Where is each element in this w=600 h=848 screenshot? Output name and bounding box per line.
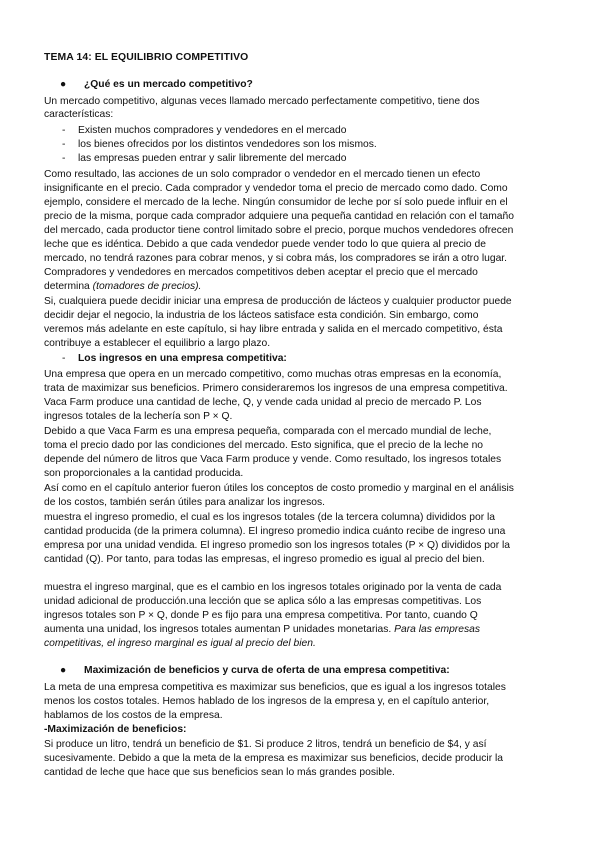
text-line: toma el precio dado por las condiciones del mercado. Esto significa, que el precio de la leche no [44, 440, 484, 451]
text-line: Como resultado, las acciones de un solo comprador o vendedor en el mercado tienen un efecto [44, 169, 481, 180]
text-line: ejemplo, considere el mercado de la leche. Ningún consumidor de leche por sí solo puede influir en el [44, 197, 508, 208]
dash-icon: - [62, 353, 66, 364]
list-item: - los bienes ofrecidos por los distintos vendedores son los mismos. [62, 139, 377, 150]
text-line: contribuye a establecer el equilibrio a largo plazo. [44, 338, 271, 349]
bullet-icon: ● [60, 665, 67, 676]
text-line: veremos más adelante en este capítulo, si hay libre entrada y salida en el mercado competitivo, ésta [44, 324, 503, 335]
section-heading-mercado-competitivo: ● ¿Qué es un mercado competitivo? [60, 79, 253, 90]
text-line: sucesivamente. Debido a que la meta de la empresa es maximizar sus beneficios, decide producir la [44, 753, 504, 764]
text-line: Así como en el capítulo anterior fueron útiles los conceptos de costo promedio y marginal en el análisis [44, 483, 514, 494]
text-line: de los costos, también serán útiles para analizar los ingresos. [44, 497, 326, 508]
section-heading-ingresos: - Los ingresos en una empresa competitiva: [62, 353, 287, 364]
dash-icon: - [62, 139, 66, 150]
text-line: características: [44, 109, 114, 120]
dash-icon: - [62, 153, 66, 164]
text-line: cantidad de leche que hace que sus beneficios sean lo más grandes posible. [44, 767, 395, 778]
text-line: competitivas, el ingreso marginal es igual al precio del bien. [44, 638, 316, 649]
list-item: - las empresas pueden entrar y salir libremente del mercado [62, 153, 347, 164]
list-item: - Existen muchos compradores y vendedores en el mercado [62, 125, 347, 136]
text-line: Un mercado competitivo, algunas veces llamado mercado perfectamente competitivo, tiene dos [44, 96, 480, 107]
text-line: son proporcionales a la cantidad producida. [44, 468, 244, 479]
text-line: muestra el ingreso promedio, el cual es los ingresos totales (de la tercera columna) divididos por la [44, 512, 495, 523]
text-line: menos los costos totales. Hemos hablado de los ingresos de la empresa y, en el capítulo anterior, [44, 696, 490, 707]
text-line: del mercado, cada productor tiene control limitado sobre el precio, porque muchos vendedores ofrecen [44, 225, 514, 236]
text-line: empresa por una unidad vendida. El ingreso promedio son los ingresos totales (P × Q) divididos por la [44, 540, 511, 551]
text-line: Debido a que Vaca Farm es una empresa pequeña, comparada con el mercado mundial de leche, [44, 426, 492, 437]
text-line: ingresos totales son P × Q, donde P es fijo para una empresa competitiva. Por tanto, cuando Q [44, 610, 478, 621]
text-line: aumenta una unidad, los ingresos totales aumentan P unidades monetarias. Para las empresas [44, 624, 480, 635]
section-heading-maximizacion: ● Maximización de beneficios y curva de oferta de una empresa competitiva: [60, 665, 450, 676]
text-line: Si produce un litro, tendrá un beneficio de $1. Si produce 2 litros, tendrá un beneficio de $4, y así [44, 739, 487, 750]
text-line: cantidad (Q). Por tanto, para todas las empresas, el ingreso promedio es igual al precio del bien. [44, 554, 485, 565]
text-line: decidir dejar el negocio, la industria de los lácteos satisface esta condición. Sin embargo, como [44, 310, 479, 321]
bullet-icon: ● [60, 79, 67, 90]
text-line: depende del número de litros que Vaca Farm produce y vende. Como resultado, los ingresos totales [44, 454, 502, 465]
text-line: unidad adicional de producción.una lección que se aplica sólo a las empresas competitivas. Los [44, 596, 482, 607]
text-line: Compradores y vendedores en mercados competitivos deben aceptar el precio que el mercado [44, 267, 478, 278]
text-line: Si, cualquiera puede decidir iniciar una empresa de producción de lácteos y cualquier productor puede [44, 296, 512, 307]
dash-icon: - [62, 125, 66, 136]
text-line: trata de maximizar sus beneficios. Primero consideraremos los ingresos de una empresa competitiva. [44, 383, 508, 394]
text-line: La meta de una empresa competitiva es maximizar sus beneficios, que es igual a los ingresos totales [44, 682, 506, 693]
text-line: ingresos totales de la lechería son P × Q. [44, 411, 233, 422]
text-line: leche que es idéntica. Debido a que cada vendedor puede vender todo lo que quiera al precio de [44, 239, 486, 250]
text-line: mercado, no tendrá razones para cobrar menos, y si cobra más, los compradores se irán a otro lugar. [44, 253, 508, 264]
text-line: muestra el ingreso marginal, que es el cambio en los ingresos totales originado por la venta de cada [44, 582, 502, 593]
text-line: determina (tomadores de precios). [44, 281, 202, 292]
text-line: Vaca Farm produce una cantidad de leche, Q, y vende cada unidad al precio de mercado P. Los [44, 397, 482, 408]
text-line: Una empresa que opera en un mercado competitivo, como muchas otras empresas en la economía, [44, 369, 502, 380]
text-line: cantidad producida (de la primera columna). El ingreso promedio indica cuánto recibe de ingreso una [44, 526, 506, 537]
subheading-maximizacion: -Maximización de beneficios: [44, 724, 187, 735]
text-line: insignificante en el precio. Cada comprador y vendedor toma el precio de mercado como dado. Como [44, 183, 508, 194]
page-title: TEMA 14: EL EQUILIBRIO COMPETITIVO [44, 52, 249, 63]
text-line: precio de la misma, porque cada comprador adquiere una pequeña cantidad en relación con el tamaño [44, 211, 514, 222]
text-line: hablamos de los costos de la empresa. [44, 710, 223, 721]
